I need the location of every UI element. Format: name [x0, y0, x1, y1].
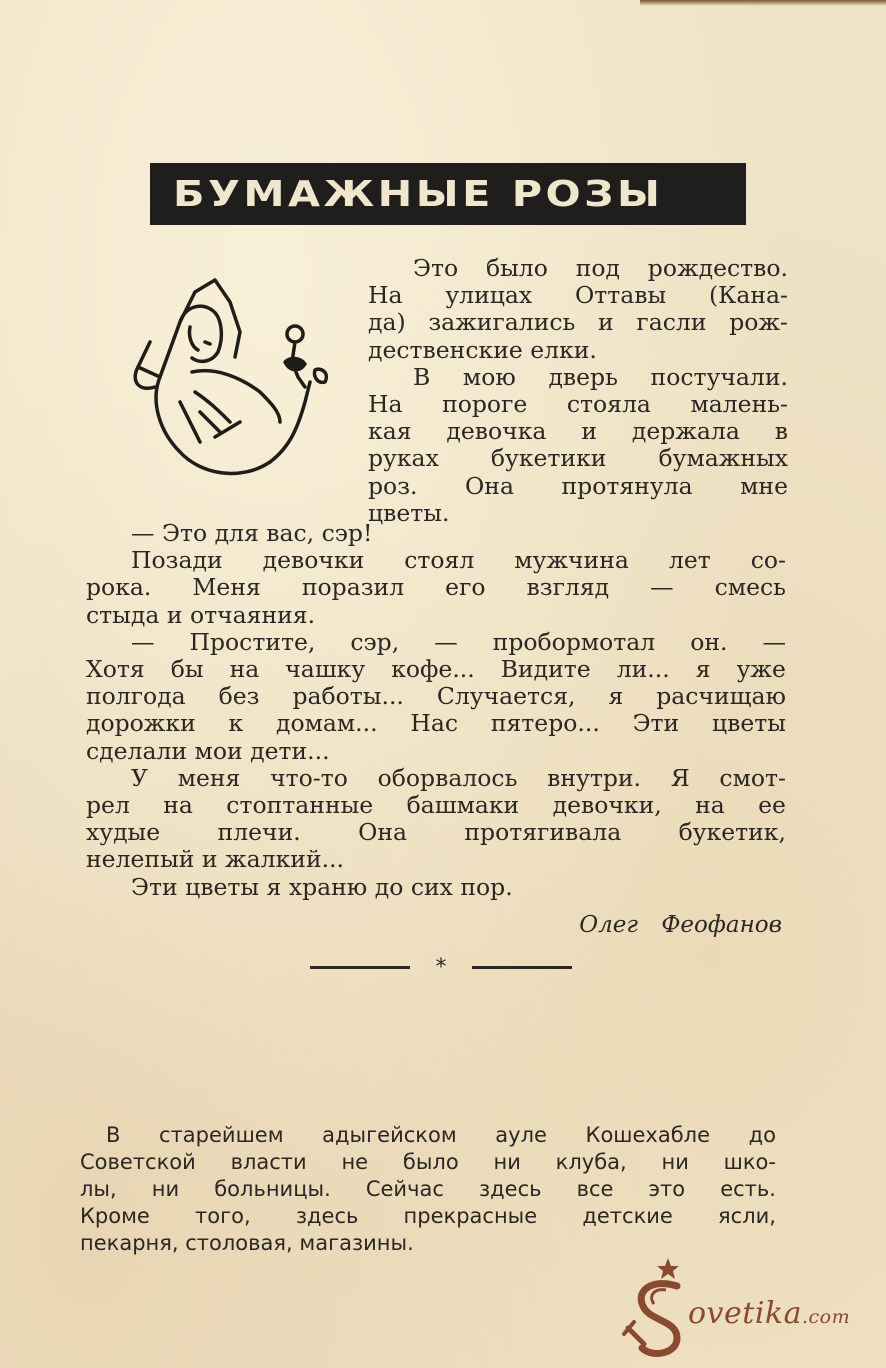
separator-line — [310, 966, 410, 969]
story-line: нелепый и жалкий... — [86, 845, 345, 874]
page-edge-shadow — [640, 0, 886, 6]
hammer-sickle-star-logo-icon — [622, 1256, 692, 1362]
story-line: цветы. — [368, 498, 450, 527]
story-line: Это было под рождество. — [413, 254, 788, 282]
story-line: стыда и отчаяния. — [86, 600, 316, 629]
note-line: Кроме того, здесь прекрасные детские ясли, — [80, 1204, 776, 1228]
article-title-banner — [150, 163, 746, 225]
story-line: дественские елки. — [368, 335, 597, 364]
story-line: роз. Она протянула мне — [368, 471, 788, 500]
story-line: Позади девочки стоял мужчина лет со- — [131, 546, 786, 575]
story-line: рока. Меня поразил его взгляд — смесь — [86, 573, 786, 602]
story-line: рел на стоптанные башмаки девочки, на ее — [86, 791, 786, 820]
watermark-text — [688, 1296, 850, 1331]
story-line: На улицах Оттавы (Кана- — [368, 281, 788, 310]
story-line: дорожки к домам... Нас пятеро... Эти цветы — [86, 709, 786, 738]
story-line: Хотя бы на чашку кофе... Видите ли... я уже — [86, 655, 786, 684]
story-line: — Это для вас, сэр! — [131, 519, 373, 547]
watermark-suffix-text: .com — [801, 1306, 851, 1328]
story-line: полгода без работы... Случается, я расчищаю — [86, 682, 786, 711]
watermark-main-text: ovetika — [688, 1296, 802, 1331]
girl-with-roses-illustration-icon — [120, 262, 340, 492]
story-line: На пороге стояла малень- — [368, 390, 788, 419]
story-text-beside-image — [368, 255, 788, 527]
note-line: пекарня, столовая, магазины. — [80, 1231, 414, 1255]
note-line: Советской власти не было ни клуба, ни шко- — [80, 1150, 776, 1174]
story-line: да) зажигались и гасли рож- — [368, 308, 788, 337]
news-note — [80, 1122, 776, 1257]
story-line: руках букетики бумажных — [368, 444, 788, 473]
note-line: лы, ни больницы. Сейчас здесь все это есть. — [80, 1177, 776, 1201]
story-line: Эти цветы я храню до сих пор. — [131, 872, 513, 901]
separator-line — [472, 966, 572, 969]
article-title: БУМАЖНЫЕ РОЗЫ — [172, 173, 664, 215]
story-line: кая девочка и держала в — [368, 417, 788, 446]
author-signature: Олег Феофанов — [579, 912, 782, 938]
story-line: худые плечи. Она протягивала букетик, — [86, 818, 786, 847]
story-line: У меня что-то оборвалось внутри. Я смот- — [131, 763, 786, 792]
note-line: В старейшем адыгейском ауле Кошехабле до — [106, 1123, 776, 1147]
story-line: — Простите, сэр, — пробормотал он. — — [131, 627, 786, 656]
story-line: сделали мои дети... — [86, 736, 330, 765]
sovetika-watermark — [622, 1256, 886, 1362]
section-separator — [310, 955, 572, 979]
story-text-full-width — [86, 520, 786, 901]
story-line: В мою дверь постучали. — [413, 362, 788, 391]
asterisk-icon: * — [435, 954, 447, 980]
